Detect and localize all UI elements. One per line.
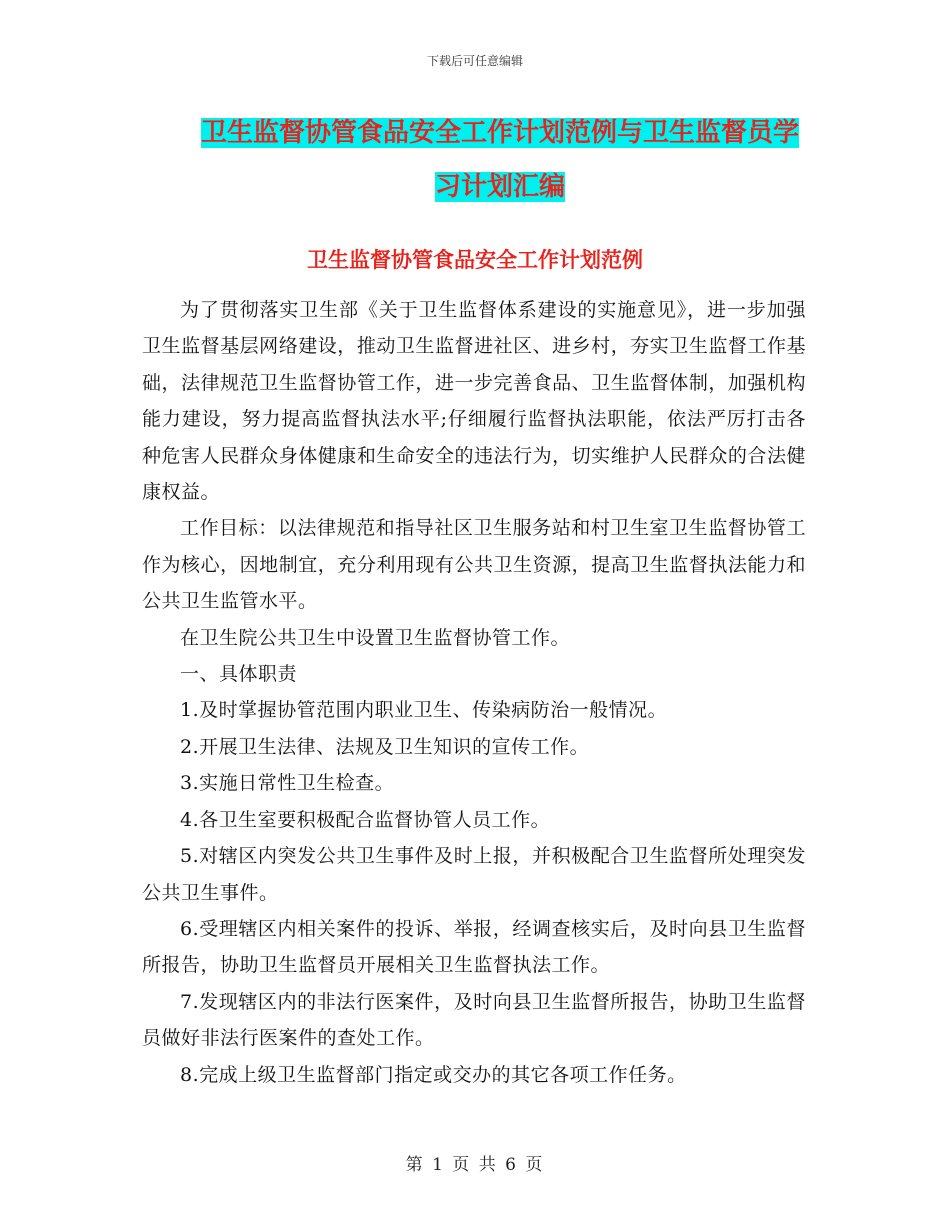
paragraph-duty-2: 2.开展卫生法律、法规及卫生知识的宣传工作。 xyxy=(180,735,590,758)
paragraph-duty-8: 8.完成上级卫生监督部门指定或交办的其它各项工作任务。 xyxy=(180,1063,687,1086)
page-number: 第 1 页 共 6 页 xyxy=(405,1155,545,1175)
paragraph-duty-1: 1.及时掌握协管范围内职业卫生、传染病防治一般情况。 xyxy=(180,699,668,722)
paragraph-duty-4: 4.各卫生室要积极配合监督协管人员工作。 xyxy=(180,808,551,831)
paragraph-duty-3: 3.实施日常性卫生检查。 xyxy=(180,772,395,795)
title-line-1: 卫生监督协管食品安全工作计划范例与卫生监督员学 xyxy=(200,118,799,148)
title-line-2: 习计划汇编 xyxy=(434,172,565,202)
paragraph-duty-6: 6.受理辖区内相关案件的投诉、举报，经调查核实后，及时向县卫生监督所报告，协助卫生监督员开展相关卫生监督执法工作。 xyxy=(142,917,806,977)
body-text xyxy=(142,292,806,1093)
section-heading: 卫生监督协管食品安全工作计划范例 xyxy=(307,248,643,272)
paragraph-duty-7: 7.发现辖区内的非法行医案件，及时向县卫生监督所报告，协助卫生监督员做好非法行医案件的查处工作。 xyxy=(142,990,806,1050)
paragraph-intro: 为了贯彻落实卫生部《关于卫生监督体系建设的实施意见》，进一步加强卫生监督基层网络建设，推动卫生监督进社区、进乡村，夯实卫生监督工作基础，法律规范卫生监督协管工作，进一步完善食品、卫生监督体制，加强机构能力建设，努力提高监督执法水平;仔细履行监督执法职能，依法严厉打击各种危害人民群众身体健康和生命安全的违法行为，切实维护人民群众的合法健康权益。 xyxy=(142,299,806,504)
paragraph-setup: 在卫生院公共卫生中设置卫生监督协管工作。 xyxy=(180,626,571,649)
paragraph-duties-heading: 一、具体职责 xyxy=(180,663,298,686)
document-title xyxy=(150,106,850,214)
paragraph-goal: 工作目标：以法律规范和指导社区卫生服务站和村卫生室卫生监督协管工作为核心，因地制宜，充分利用现有公共卫生资源，提高卫生监督执法能力和公共卫生监管水平。 xyxy=(142,517,806,613)
paragraph-duty-5: 5.对辖区内突发公共卫生事件及时上报，并积极配合卫生监督所处理突发公共卫生事件。 xyxy=(142,845,806,904)
page-header-note: 下载后可任意编辑 xyxy=(426,54,523,68)
